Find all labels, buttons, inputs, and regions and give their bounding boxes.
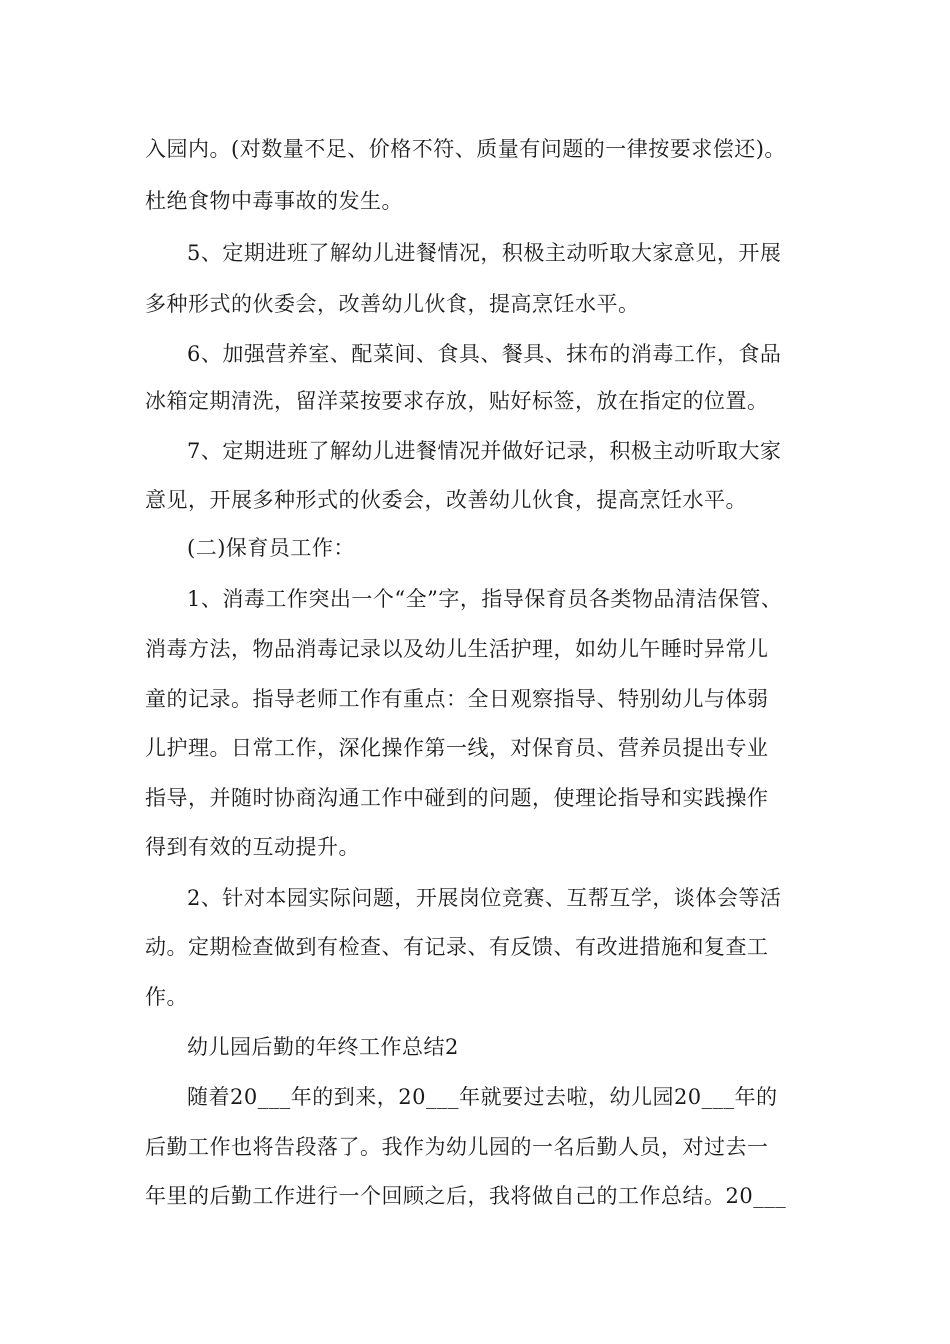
- text-line: 7、定期进班了解幼儿进餐情况并做好记录，积极主动听取大家: [187, 439, 782, 463]
- text-line: 后勤工作也将告段落了。我作为幼儿园的一名后勤人员，对过去一: [145, 1135, 769, 1159]
- text-line: 指导，并随时协商沟通工作中碰到的问题，使理论指导和实践操作: [145, 786, 769, 810]
- text-line: 得到有效的互动提升。: [145, 835, 360, 859]
- text-line: 1、消毒工作突出一个“全”字，指导保育员各类物品清洁保管、: [187, 587, 783, 611]
- text-line: 作。: [145, 985, 188, 1009]
- text-line: 2、针对本园实际问题，开展岗位竞赛、互帮互学，谈体会等活: [187, 886, 782, 910]
- text-line: 随着20___年的到来，20___年就要过去啦，幼儿园20___年的: [187, 1085, 778, 1109]
- text-line: 杜绝食物中毒事故的发生。: [145, 189, 403, 213]
- text-line: 6、加强营养室、配菜间、食具、餐具、抹布的消毒工作，食品: [187, 342, 782, 366]
- text-line: 冰箱定期清洗，留洋菜按要求存放，贴好标签，放在指定的位置。: [145, 389, 769, 413]
- text-line: 童的记录。指导老师工作有重点：全日观察指导、特别幼儿与体弱: [145, 687, 769, 711]
- text-line: 多种形式的伙委会，改善幼儿伙食，提高烹饪水平。: [145, 292, 640, 316]
- text-line: 5、定期进班了解幼儿进餐情况，积极主动听取大家意见，开展: [187, 241, 782, 265]
- text-line: 意见，开展多种形式的伙委会，改善幼儿伙食，提高烹饪水平。: [145, 488, 747, 512]
- section-title: 幼儿园后勤的年终工作总结2: [187, 1035, 459, 1059]
- text-line: 儿护理。日常工作，深化操作第一线，对保育员、营养员提出专业: [145, 736, 769, 760]
- text-line: 入园内。(对数量不足、价格不符、质量有问题的一律按要求偿还)。: [145, 137, 786, 161]
- text-line: 消毒方法，物品消毒记录以及幼儿生活护理，如幼儿午睡时异常儿: [145, 637, 769, 661]
- section-heading: (二)保育员工作：: [187, 536, 355, 560]
- text-line: 年里的后勤工作进行一个回顾之后，我将做自己的工作总结。20___: [145, 1184, 787, 1208]
- text-line: 动。定期检查做到有检查、有记录、有反馈、有改进措施和复查工: [145, 935, 769, 959]
